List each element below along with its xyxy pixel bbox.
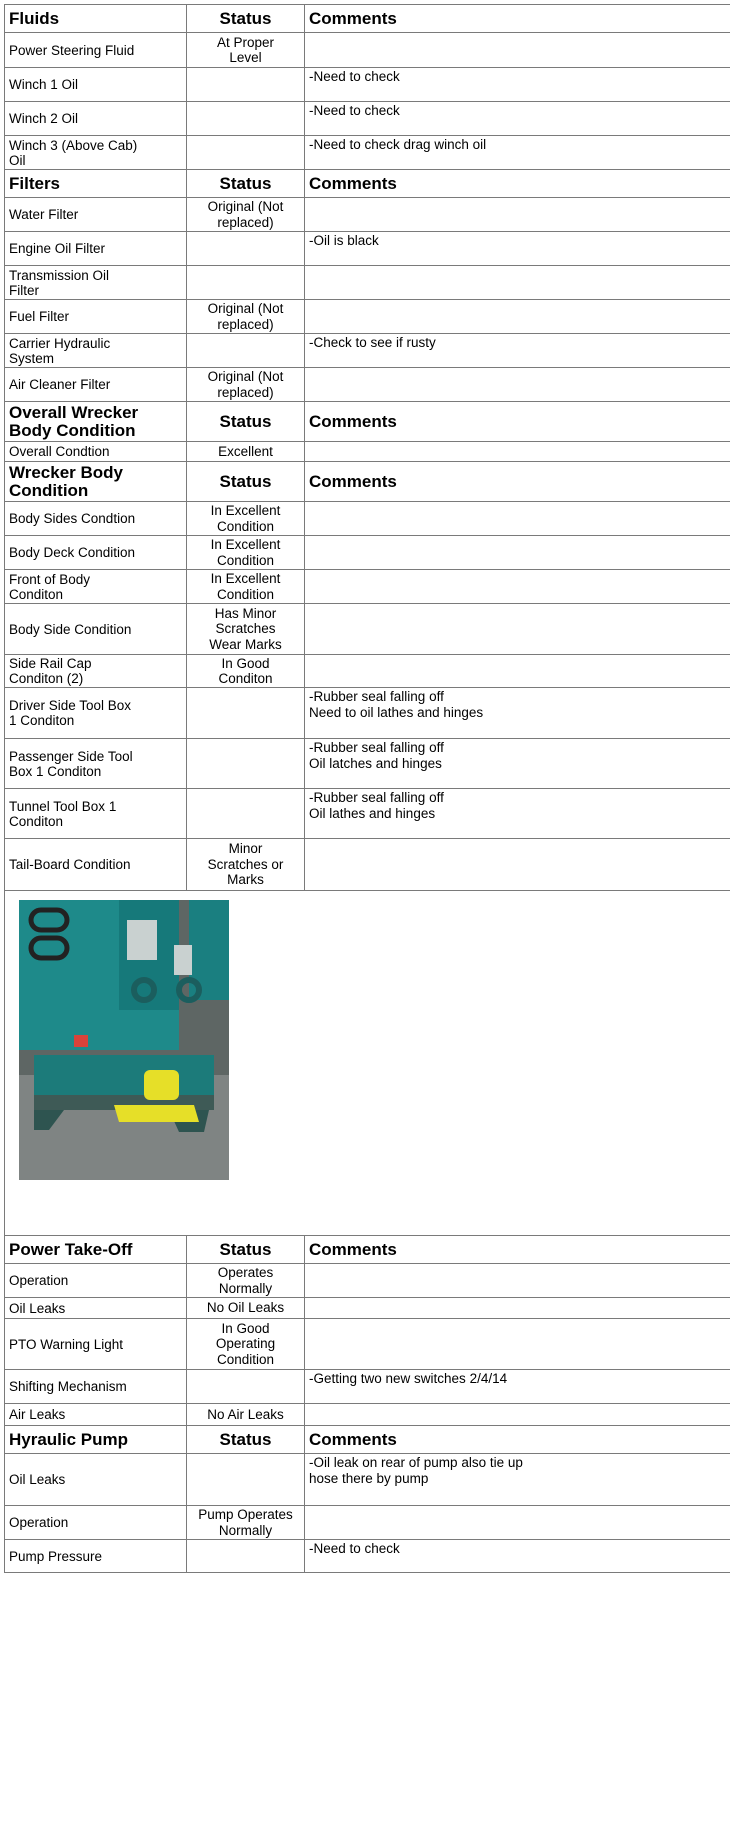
item-name: Water Filter	[4, 198, 186, 231]
table-row-side-rail-cap-conditon-2	[4, 654, 730, 687]
table-row-water-filter	[4, 197, 730, 231]
comment-text	[304, 502, 730, 535]
status-value: No Air Leaks	[186, 1404, 304, 1425]
status-column-header: Status	[186, 1236, 304, 1263]
section-title: Hyraulic Pump	[4, 1426, 186, 1453]
section-title: Wrecker Body Condition	[4, 462, 186, 501]
item-name: Operation	[4, 1264, 186, 1297]
item-name: Front of Body Conditon	[4, 570, 186, 603]
table-row-driver-side-tool-box-1-conditon	[4, 687, 730, 738]
status-column-header: Status	[186, 1426, 304, 1453]
photo-row	[4, 890, 730, 1235]
table-row-engine-oil-filter	[4, 231, 730, 265]
comment-text: -Need to check	[304, 102, 730, 135]
status-value	[186, 1540, 304, 1572]
comments-column-header: Comments	[304, 402, 730, 441]
table-row-power-steering-fluid	[4, 32, 730, 67]
comments-column-header: Comments	[304, 1236, 730, 1263]
item-name: Fuel Filter	[4, 300, 186, 333]
section-title: Fluids	[4, 5, 186, 32]
status-value: Has Minor Scratches Wear Marks	[186, 604, 304, 654]
table-row-air-leaks	[4, 1403, 730, 1425]
status-column-header: Status	[186, 402, 304, 441]
comment-text: -Oil is black	[304, 232, 730, 265]
item-name: Operation	[4, 1506, 186, 1539]
item-name: Pump Pressure	[4, 1540, 186, 1572]
item-name: PTO Warning Light	[4, 1319, 186, 1369]
status-value: Operates Normally	[186, 1264, 304, 1297]
comment-text	[304, 536, 730, 569]
table-row-body-sides-condtion	[4, 501, 730, 535]
table-row-air-cleaner-filter	[4, 367, 730, 401]
comment-text	[304, 1506, 730, 1539]
item-name: Air Cleaner Filter	[4, 368, 186, 401]
status-column-header: Status	[186, 462, 304, 501]
status-value: In Excellent Condition	[186, 570, 304, 603]
status-value	[186, 1370, 304, 1403]
comment-text	[304, 33, 730, 67]
item-name: Shifting Mechanism	[4, 1370, 186, 1403]
table-row-pto-warning-light	[4, 1318, 730, 1369]
section-title: Filters	[4, 170, 186, 197]
status-value: Minor Scratches or Marks	[186, 839, 304, 890]
status-value	[186, 68, 304, 101]
status-value: In Excellent Condition	[186, 536, 304, 569]
item-name: Side Rail Cap Conditon (2)	[4, 655, 186, 687]
table-row-carrier-hydraulic-system	[4, 333, 730, 367]
item-name: Oil Leaks	[4, 1298, 186, 1318]
section-title: Power Take-Off	[4, 1236, 186, 1263]
comment-text: -Check to see if rusty	[304, 334, 730, 367]
inspection-sheet	[4, 4, 730, 1573]
comment-text	[304, 1264, 730, 1297]
status-value	[186, 739, 304, 788]
comment-text	[304, 570, 730, 603]
comments-column-header: Comments	[304, 5, 730, 32]
status-value	[186, 136, 304, 169]
section-header-filters	[4, 169, 730, 197]
table-row-oil-leaks	[4, 1453, 730, 1505]
table-row-body-deck-condition	[4, 535, 730, 569]
item-name: Body Sides Condtion	[4, 502, 186, 535]
status-column-header: Status	[186, 170, 304, 197]
table-row-overall-condtion	[4, 441, 730, 461]
table-row-operation	[4, 1505, 730, 1539]
section-header-pump	[4, 1425, 730, 1453]
comment-text: -Need to check	[304, 1540, 730, 1572]
comments-column-header: Comments	[304, 462, 730, 501]
item-name: Winch 1 Oil	[4, 68, 186, 101]
item-name: Air Leaks	[4, 1404, 186, 1425]
item-name: Oil Leaks	[4, 1454, 186, 1505]
section-header-fluids	[4, 4, 730, 32]
item-name: Winch 2 Oil	[4, 102, 186, 135]
status-column-header: Status	[186, 5, 304, 32]
comments-column-header: Comments	[304, 170, 730, 197]
item-name: Overall Condtion	[4, 442, 186, 461]
item-name: Body Deck Condition	[4, 536, 186, 569]
comment-text	[304, 655, 730, 687]
section-title: Overall Wrecker Body Condition	[4, 402, 186, 441]
comment-text	[304, 266, 730, 299]
status-value	[186, 688, 304, 738]
table-row-operation	[4, 1263, 730, 1297]
item-name: Engine Oil Filter	[4, 232, 186, 265]
comment-text	[304, 1319, 730, 1369]
table-row-front-of-body-conditon	[4, 569, 730, 603]
item-name: Tunnel Tool Box 1 Conditon	[4, 789, 186, 838]
section-header-body	[4, 461, 730, 501]
item-name: Transmission Oil Filter	[4, 266, 186, 299]
comment-text: -Getting two new switches 2/4/14	[304, 1370, 730, 1403]
item-name: Power Steering Fluid	[4, 33, 186, 67]
comment-text: -Need to check	[304, 68, 730, 101]
section-header-overall	[4, 401, 730, 441]
status-value	[186, 789, 304, 838]
tail-board-photo	[19, 900, 229, 1180]
item-name: Carrier Hydraulic System	[4, 334, 186, 367]
table-row-passenger-side-tool-box-1-conditon	[4, 738, 730, 788]
item-name: Winch 3 (Above Cab) Oil	[4, 136, 186, 169]
comment-text	[304, 1298, 730, 1318]
status-value	[186, 266, 304, 299]
status-value: In Good Conditon	[186, 655, 304, 687]
status-value: In Good Operating Condition	[186, 1319, 304, 1369]
status-value	[186, 232, 304, 265]
table-row-winch-3-above-cab-oil	[4, 135, 730, 169]
comment-text: -Oil leak on rear of pump also tie up hose there by pump	[304, 1454, 730, 1505]
status-value: At Proper Level	[186, 33, 304, 67]
comment-text: -Rubber seal falling off Oil lathes and hinges	[304, 789, 730, 838]
comment-text	[304, 368, 730, 401]
item-name: Passenger Side Tool Box 1 Conditon	[4, 739, 186, 788]
table-row-transmission-oil-filter	[4, 265, 730, 299]
comment-text	[304, 604, 730, 654]
section-header-pto	[4, 1235, 730, 1263]
table-row-tunnel-tool-box-1-conditon	[4, 788, 730, 838]
tail-board-photo-illustration	[19, 900, 229, 1180]
comment-text	[304, 1404, 730, 1425]
comment-text	[304, 442, 730, 461]
item-name: Body Side Condition	[4, 604, 186, 654]
status-value	[186, 334, 304, 367]
status-value: Original (Not replaced)	[186, 368, 304, 401]
comment-text: -Rubber seal falling off Need to oil lathes and hinges	[304, 688, 730, 738]
table-row-shifting-mechanism	[4, 1369, 730, 1403]
status-value: Original (Not replaced)	[186, 198, 304, 231]
comment-text	[304, 198, 730, 231]
comment-text	[304, 300, 730, 333]
table-row-body-side-condition	[4, 603, 730, 654]
comment-text	[304, 839, 730, 890]
table-row-tail-board-condition	[4, 838, 730, 890]
comment-text: -Need to check drag winch oil	[304, 136, 730, 169]
status-value: Pump Operates Normally	[186, 1506, 304, 1539]
status-value: In Excellent Condition	[186, 502, 304, 535]
item-name: Driver Side Tool Box 1 Conditon	[4, 688, 186, 738]
table-row-pump-pressure	[4, 1539, 730, 1573]
table-row-fuel-filter	[4, 299, 730, 333]
table-row-winch-1-oil	[4, 67, 730, 101]
status-value: Original (Not replaced)	[186, 300, 304, 333]
comments-column-header: Comments	[304, 1426, 730, 1453]
status-value	[186, 1454, 304, 1505]
status-value: No Oil Leaks	[186, 1298, 304, 1318]
comment-text: -Rubber seal falling off Oil latches and hinges	[304, 739, 730, 788]
status-value	[186, 102, 304, 135]
item-name: Tail-Board Condition	[4, 839, 186, 890]
table-row-winch-2-oil	[4, 101, 730, 135]
table-row-oil-leaks	[4, 1297, 730, 1318]
status-value: Excellent	[186, 442, 304, 461]
